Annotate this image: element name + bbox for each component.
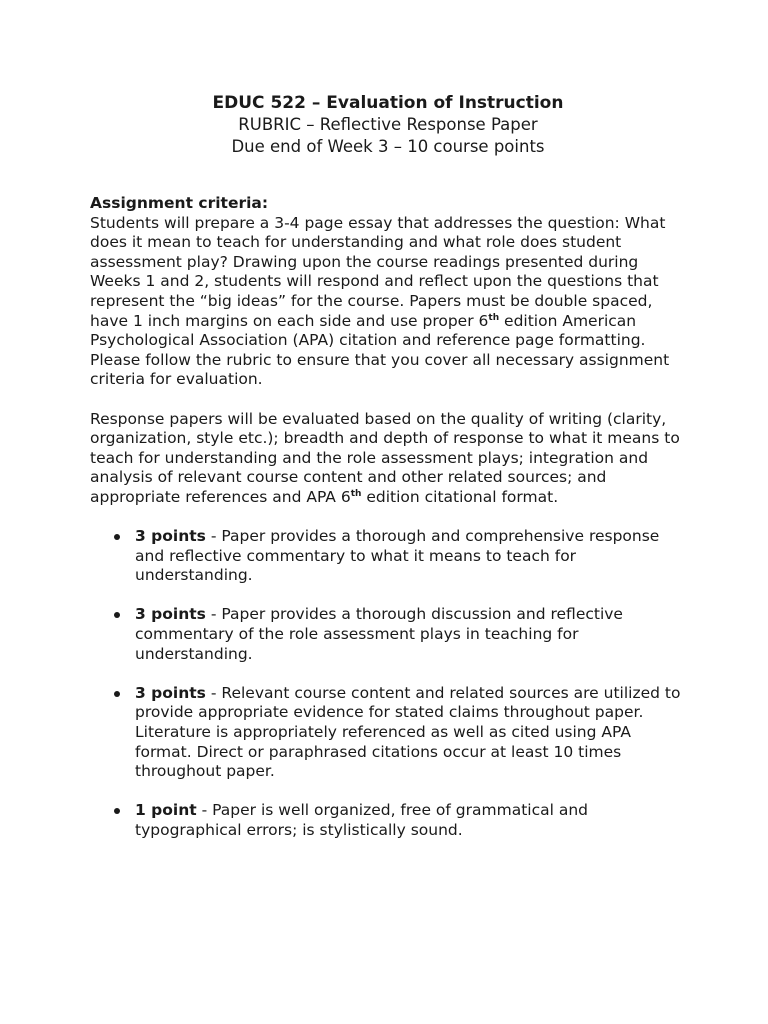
rubric-points: 3 points	[135, 683, 206, 702]
rubric-description: - Paper is well organized, free of grammatical and typographical errors; is stylistically sound.	[135, 801, 588, 839]
ordinal-superscript: th	[488, 312, 500, 323]
bullet-icon	[114, 808, 120, 814]
bullet-icon	[114, 612, 120, 618]
rubric-points: 3 points	[135, 605, 206, 624]
ordinal-superscript: th	[350, 488, 362, 499]
rubric-item	[135, 527, 686, 586]
course-title: EDUC 522 – Evaluation of Instruction	[212, 93, 564, 113]
rubric-list	[90, 527, 686, 841]
document-header	[90, 92, 686, 158]
rubric-description: - Relevant course content and related sources are utilized to provide appropriate evidence for stated claims throughout paper. Literature is appropriately referenced as well as cited using APA format. Direct or paraphrased citations occur at least 10 times throughout paper.	[135, 683, 681, 781]
bullet-icon	[114, 534, 120, 540]
criteria-heading: Assignment criteria:	[90, 194, 269, 212]
bullet-icon	[114, 691, 120, 697]
rubric-item	[135, 684, 686, 782]
criteria-paragraph	[90, 214, 686, 390]
rubric-item	[135, 801, 686, 840]
evaluation-paragraph	[90, 410, 686, 508]
rubric-description: - Paper provides a thorough discussion and reflective commentary of the role assessment plays in teaching for understanding.	[135, 605, 623, 663]
rubric-points: 3 points	[135, 527, 206, 546]
criteria-text-part2: edition American Psychological Association (APA) citation and reference page formatting. Please follow the rubric to ensure that you cover all necessary assignment criteria for evaluation.	[90, 311, 670, 389]
rubric-subtitle: RUBRIC – Reflective Response Paper	[238, 115, 538, 134]
rubric-description: - Paper provides a thorough and comprehensive response and reflective commentary to what it means to teach for understanding.	[135, 527, 660, 585]
rubric-item	[135, 605, 686, 664]
evaluation-text-part1: Response papers will be evaluated based on the quality of writing (clarity, organization, style etc.); breadth and depth of response to what it means to teach for understanding and the role assessment plays; integration and analysis of relevant course content and other related sources; and appropriate references and APA 6	[90, 409, 680, 506]
rubric-points: 1 point	[135, 801, 197, 820]
due-date-line: Due end of Week 3 – 10 course points	[231, 137, 545, 156]
evaluation-text-part2: edition citational format.	[361, 487, 559, 506]
criteria-text-part1: Students will prepare a 3-4 page essay that addresses the question: What does it mean to teach for understanding and what role does student assessment play? Drawing upon the course readings presented during Weeks 1 and 2, students will respond and reflect upon the questions that represent the “big ideas” for the course. Papers must be double spaced, have 1 inch margins on each side and use proper 6	[90, 213, 666, 330]
